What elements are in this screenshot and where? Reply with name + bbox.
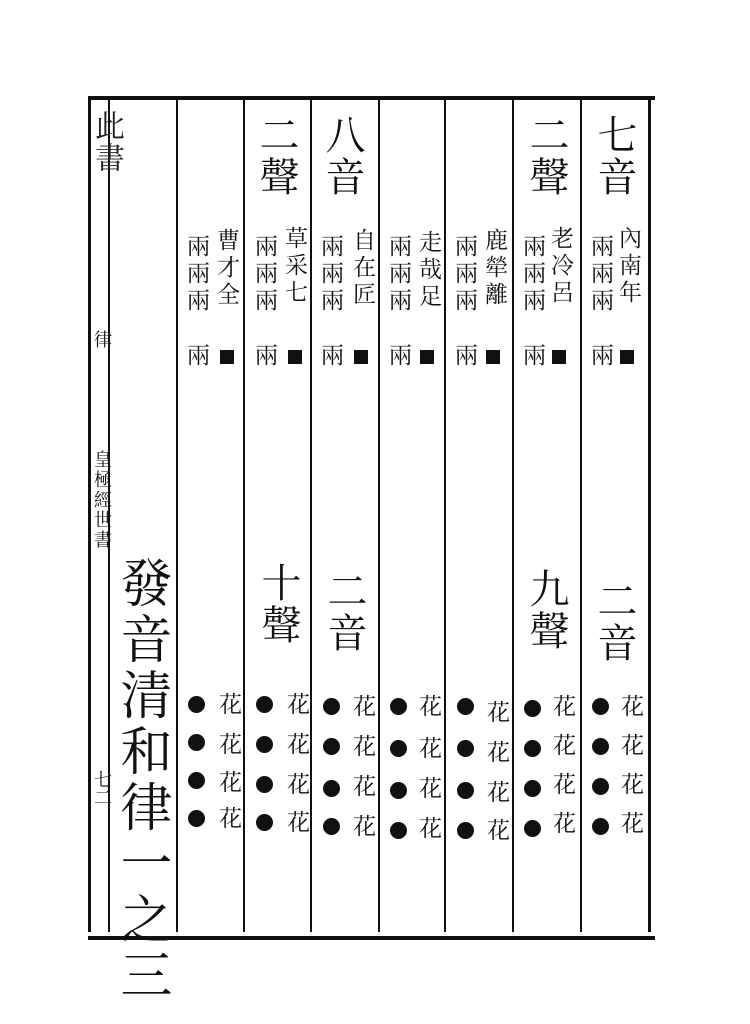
column-1-flowers: 花	[617, 694, 643, 721]
column-6-flowers: 花	[283, 810, 309, 837]
dot-marker	[457, 698, 474, 715]
column-5-flowers: 花	[349, 694, 375, 721]
column-6-flowers: 花	[283, 772, 309, 799]
column-3-flowers: 花	[483, 700, 509, 727]
column-2-flowers: 花	[549, 811, 575, 838]
dot-marker	[188, 810, 205, 827]
column-7-line-2: 兩兩兩	[183, 234, 209, 315]
dot-marker	[256, 736, 273, 753]
column-rule	[243, 100, 245, 932]
column-6-top-label: 二聲	[253, 114, 299, 198]
column-6-flowers: 花	[283, 692, 309, 719]
column-1-line-2: 兩兩兩	[587, 234, 613, 315]
square-marker	[486, 350, 500, 364]
column-rule	[310, 100, 312, 932]
column-7-flowers: 花	[215, 770, 241, 797]
dot-marker	[390, 822, 407, 839]
dot-marker	[592, 818, 609, 835]
column-4-flowers: 花	[415, 694, 441, 721]
column-2-line-1: 老冷呂	[547, 226, 573, 307]
dot-marker	[524, 740, 541, 757]
dot-marker	[592, 778, 609, 795]
margin-series-title: 皇極經世書	[91, 450, 112, 550]
column-3-flowers: 花	[483, 740, 509, 767]
column-rule	[580, 100, 582, 932]
column-2-flowers: 花	[549, 733, 575, 760]
column-6-bottom-label: 十聲	[255, 562, 301, 646]
square-marker	[354, 350, 368, 364]
column-1-line-3: 兩	[587, 343, 613, 370]
column-3-line-3: 兩	[451, 343, 477, 370]
column-7-line-3: 兩	[183, 343, 209, 370]
column-1-top-label: 七音	[591, 114, 637, 198]
column-5-line-2: 兩兩兩	[317, 234, 343, 315]
column-5-flowers: 花	[349, 774, 375, 801]
column-4-flowers: 花	[415, 776, 441, 803]
dot-marker	[323, 818, 340, 835]
dot-marker	[323, 780, 340, 797]
dot-marker	[390, 698, 407, 715]
dot-marker	[188, 734, 205, 751]
margin-book-title: 此書	[89, 110, 124, 174]
column-7-line-1: 曹才全	[213, 228, 239, 309]
column-5-flowers: 花	[349, 814, 375, 841]
column-4-flowers: 花	[415, 816, 441, 843]
chapter-title: 發音清和律一之三	[111, 556, 171, 1004]
column-3-line-1: 鹿犖離	[481, 228, 507, 309]
column-rule	[176, 100, 178, 932]
square-marker	[288, 350, 302, 364]
column-5-bottom-label: 二音	[321, 570, 367, 654]
column-5-flowers: 花	[349, 734, 375, 761]
dot-marker	[323, 698, 340, 715]
dot-marker	[592, 738, 609, 755]
column-1-flowers: 花	[617, 733, 643, 760]
column-7-flowers: 花	[215, 692, 241, 719]
dot-marker	[256, 814, 273, 831]
square-marker	[220, 350, 234, 364]
dot-marker	[323, 738, 340, 755]
dot-marker	[188, 772, 205, 789]
column-4-line-2: 兩兩兩	[385, 234, 411, 315]
column-1-flowers: 花	[617, 772, 643, 799]
dot-marker	[457, 782, 474, 799]
column-4-line-3: 兩	[385, 343, 411, 370]
column-6-line-1: 草采七	[281, 226, 307, 307]
dot-marker	[457, 822, 474, 839]
square-marker	[420, 350, 434, 364]
column-3-line-2: 兩兩兩	[451, 234, 477, 315]
column-7-flowers: 花	[215, 806, 241, 833]
column-2-top-label: 二聲	[523, 114, 569, 198]
margin-section-mark: 律	[91, 330, 112, 350]
dot-marker	[524, 700, 541, 717]
column-3-flowers: 花	[483, 780, 509, 807]
column-2-flowers: 花	[549, 772, 575, 799]
dot-marker	[390, 740, 407, 757]
dot-marker	[256, 776, 273, 793]
margin-page-number: 七二	[91, 770, 112, 806]
square-marker	[620, 350, 634, 364]
column-7-flowers: 花	[215, 732, 241, 759]
column-6-flowers: 花	[283, 732, 309, 759]
column-4-flowers: 花	[415, 736, 441, 763]
dot-marker	[524, 780, 541, 797]
column-5-line-1: 自在匠	[349, 228, 375, 309]
dot-marker	[188, 696, 205, 713]
square-marker	[552, 350, 566, 364]
dot-marker	[524, 820, 541, 837]
column-1-bottom-label: 二音	[591, 580, 637, 664]
column-6-line-3: 兩	[251, 343, 277, 370]
column-1-flowers: 花	[617, 811, 643, 838]
dot-marker	[256, 696, 273, 713]
column-2-flowers: 花	[549, 694, 575, 721]
column-rule	[512, 100, 514, 932]
column-5-top-label: 八音	[319, 114, 365, 198]
dot-marker	[390, 782, 407, 799]
dot-marker	[592, 698, 609, 715]
outer-right-rule	[648, 100, 651, 932]
column-5-line-3: 兩	[317, 343, 343, 370]
column-1-line-1: 內南年	[615, 226, 641, 307]
column-4-line-1: 走哉足	[415, 230, 441, 311]
dot-marker	[457, 740, 474, 757]
column-2-line-2: 兩兩兩	[519, 234, 545, 315]
column-3-flowers: 花	[483, 818, 509, 845]
column-2-line-3: 兩	[519, 343, 545, 370]
column-2-bottom-label: 九聲	[523, 568, 569, 652]
column-rule	[378, 100, 380, 932]
column-rule	[444, 100, 446, 932]
column-6-line-2: 兩兩兩	[251, 234, 277, 315]
